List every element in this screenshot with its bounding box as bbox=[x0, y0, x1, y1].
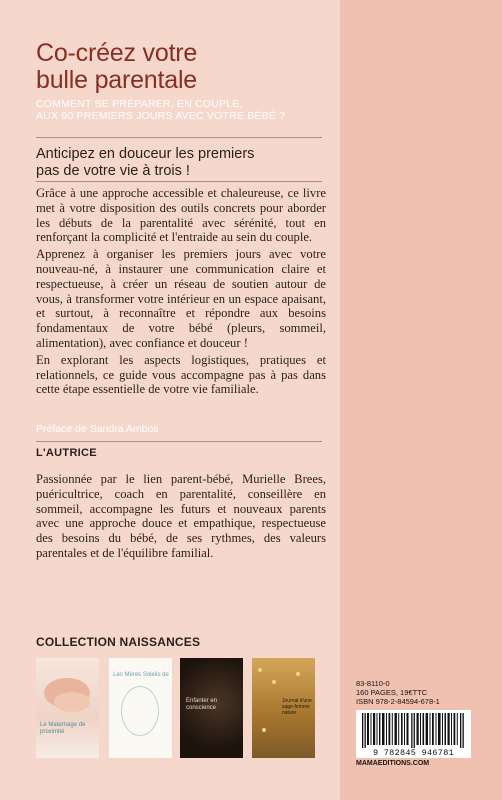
publisher-website: MAMAEDITIONS.COM bbox=[356, 760, 430, 767]
title-line: Co-créez votre bbox=[36, 39, 198, 67]
subtitle-line: AUX 90 PREMIERS JOURS AVEC VOTRE BÉBÉ ? bbox=[36, 110, 286, 122]
barcode-digits: 9 782845 946781 bbox=[356, 748, 471, 758]
book-cover-thumbnail bbox=[109, 658, 172, 758]
pages-price: 160 PAGES, 19€TTC bbox=[356, 688, 428, 697]
decorative-dot bbox=[262, 728, 266, 732]
barcode bbox=[356, 710, 471, 748]
pregnant-silhouette-illustration bbox=[121, 686, 159, 736]
blurb-paragraph: Grâce à une approche accessible et chaleureuse, ce livre met à votre disposition des outils concrets pour aborder les débuts de la parentalité avec sérénité, tout en renforçant la complicité et l'entraide au sein du couple. bbox=[36, 186, 326, 245]
divider-top bbox=[36, 137, 322, 138]
book-cover-thumbnail bbox=[36, 658, 99, 758]
author-bio: Passionnée par le lien parent-bébé, Murielle Brees, puéricultrice, coach en parentalité, conseillère en sommeil, accompagne les futurs et nouveaux parents avec une approche douce et empathique, respectueuse des besoins du bébé, de ses rythmes, des valeurs parentales et de l'équilibre familial. bbox=[36, 472, 326, 560]
preface-credit: Préface de Sandra Ambos bbox=[36, 423, 159, 435]
divider-middle bbox=[36, 181, 322, 182]
tagline bbox=[36, 146, 326, 180]
author-heading: L'AUTRICE bbox=[36, 447, 97, 459]
book-title bbox=[36, 40, 336, 94]
decorative-dot bbox=[272, 680, 276, 684]
barcode-bars bbox=[356, 710, 471, 748]
title-line: bulle parentale bbox=[36, 66, 198, 94]
catalog-number: 83-8110-0 bbox=[356, 679, 390, 688]
subtitle-line: COMMENT SE PRÉPARER, EN COUPLE, bbox=[36, 98, 243, 110]
tagline-line: Anticipez en douceur les premiers bbox=[36, 146, 255, 162]
book-metadata bbox=[356, 679, 440, 706]
isbn: ISBN 978-2-84594-678-1 bbox=[356, 697, 440, 706]
decorative-dot bbox=[296, 672, 300, 676]
book-cover-title: Les Mères Soleils de bbox=[113, 672, 169, 678]
decorative-dot bbox=[258, 668, 262, 672]
book-cover-thumbnail bbox=[252, 658, 315, 758]
tagline-line: pas de votre vie à trois ! bbox=[36, 163, 190, 179]
blurb-paragraph: En explorant les aspects logistiques, pratiques et relationnels, ce guide vous accompagne pas à pas dans cette étape essentielle de votre vie familiale. bbox=[36, 352, 326, 397]
book-cover-title: Enfanter en conscience bbox=[186, 698, 218, 711]
divider-author bbox=[36, 441, 322, 442]
blurb-paragraph: Apprenez à organiser les premiers jours avec votre nouveau-né, à instaurer une communication claire et respectueuse, à créer un réseau de soutien autour de vous, à transformer votre intérieur en un espace apaisant, et surtout, à reconnaître et répondre aux besoins fondamentaux de votre bébé (pleurs, sommeil, alimentation), avec confiance et douceur ! bbox=[36, 247, 326, 350]
blurb bbox=[36, 186, 326, 399]
book-cover-thumbnail bbox=[180, 658, 243, 758]
book-cover-title: Journal d'une sage-femme nature bbox=[282, 698, 312, 716]
parent-hand-image bbox=[54, 692, 90, 712]
book-subtitle bbox=[36, 98, 336, 122]
collection-heading: COLLECTION NAISSANCES bbox=[36, 635, 201, 649]
book-cover-title: Le Maternage de proximité bbox=[40, 722, 86, 735]
